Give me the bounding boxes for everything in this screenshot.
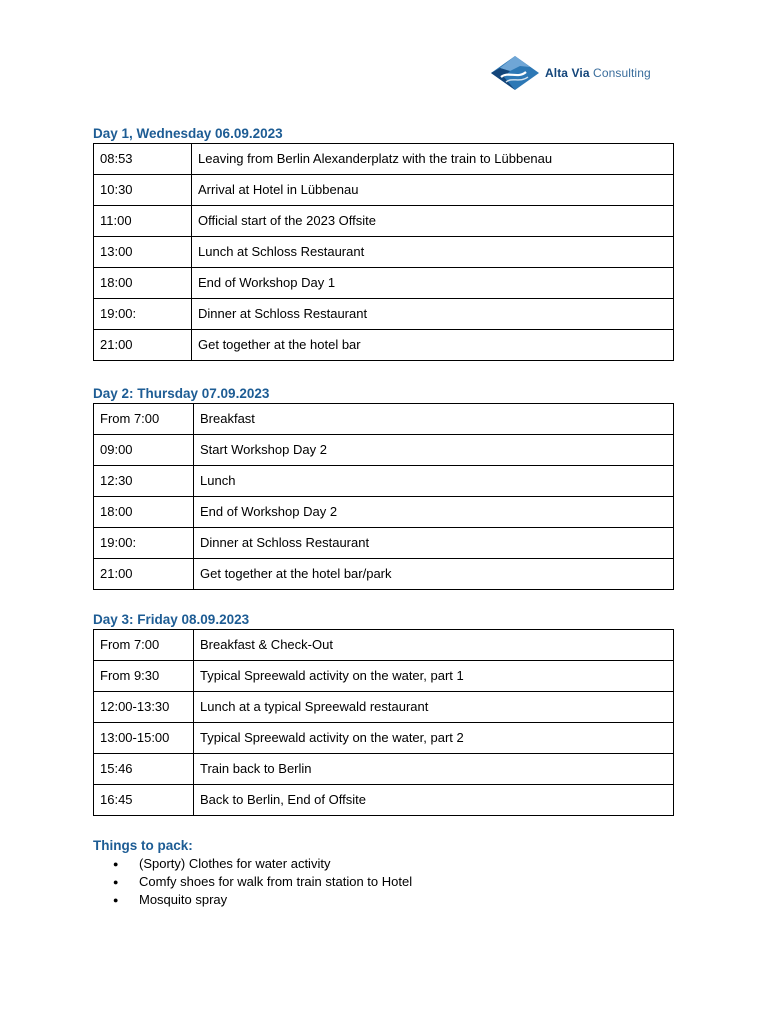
activity-cell: Leaving from Berlin Alexanderplatz with the train to Lübbenau	[192, 144, 674, 175]
packing-list	[93, 855, 593, 909]
day-2-section	[93, 385, 674, 590]
table-row	[94, 144, 674, 175]
time-cell: 13:00-15:00	[94, 723, 194, 754]
activity-cell: Dinner at Schloss Restaurant	[192, 299, 674, 330]
activity-cell: Arrival at Hotel in Lübbenau	[192, 175, 674, 206]
day-2-heading: Day 2: Thursday 07.09.2023	[93, 386, 270, 401]
day-3-section	[93, 611, 674, 816]
table-row	[94, 206, 674, 237]
time-cell: 18:00	[94, 268, 192, 299]
time-cell: 21:00	[94, 330, 192, 361]
table-row	[94, 661, 674, 692]
time-cell: From 7:00	[94, 630, 194, 661]
time-cell: 15:46	[94, 754, 194, 785]
activity-cell: End of Workshop Day 2	[194, 497, 674, 528]
activity-cell: End of Workshop Day 1	[192, 268, 674, 299]
activity-cell: Lunch at Schloss Restaurant	[192, 237, 674, 268]
company-name	[545, 66, 651, 80]
table-row	[94, 268, 674, 299]
time-cell: 09:00	[94, 435, 194, 466]
table-row	[94, 237, 674, 268]
day-3-schedule-table	[93, 629, 674, 816]
list-item	[93, 855, 593, 873]
table-row	[94, 785, 674, 816]
list-item	[93, 873, 593, 891]
time-cell: 18:00	[94, 497, 194, 528]
table-row	[94, 466, 674, 497]
table-row	[94, 330, 674, 361]
table-row	[94, 754, 674, 785]
brand-light: Consulting	[593, 66, 651, 80]
activity-cell: Train back to Berlin	[194, 754, 674, 785]
list-item-text: Mosquito spray	[139, 892, 228, 907]
mountain-river-diamond-icon	[490, 55, 540, 91]
day-1-heading: Day 1, Wednesday 06.09.2023	[93, 126, 283, 141]
time-cell: 21:00	[94, 559, 194, 590]
time-cell: From 7:00	[94, 404, 194, 435]
packing-list-title: Things to pack:	[93, 838, 193, 853]
time-cell: 19:00:	[94, 528, 194, 559]
table-row	[94, 630, 674, 661]
activity-cell: Breakfast	[194, 404, 674, 435]
activity-cell: Start Workshop Day 2	[194, 435, 674, 466]
packing-list-section	[93, 837, 593, 909]
activity-cell: Lunch	[194, 466, 674, 497]
activity-cell: Breakfast & Check-Out	[194, 630, 674, 661]
bullet-icon: ●	[113, 877, 119, 887]
day-1-section	[93, 125, 674, 361]
activity-cell: Get together at the hotel bar	[192, 330, 674, 361]
time-cell: 10:30	[94, 175, 192, 206]
table-row	[94, 559, 674, 590]
time-cell: 16:45	[94, 785, 194, 816]
activity-cell: Typical Spreewald activity on the water, part 1	[194, 661, 674, 692]
table-row	[94, 692, 674, 723]
activity-cell: Lunch at a typical Spreewald restaurant	[194, 692, 674, 723]
day-1-schedule-table	[93, 143, 674, 361]
company-logo	[490, 55, 651, 91]
time-cell: 08:53	[94, 144, 192, 175]
activity-cell: Official start of the 2023 Offsite	[192, 206, 674, 237]
time-cell: From 9:30	[94, 661, 194, 692]
table-row	[94, 528, 674, 559]
time-cell: 19:00:	[94, 299, 192, 330]
activity-cell: Dinner at Schloss Restaurant	[194, 528, 674, 559]
table-row	[94, 299, 674, 330]
bullet-icon: ●	[113, 859, 119, 869]
activity-cell: Get together at the hotel bar/park	[194, 559, 674, 590]
day-3-heading: Day 3: Friday 08.09.2023	[93, 612, 250, 627]
list-item	[93, 891, 593, 909]
list-item-text: Comfy shoes for walk from train station to Hotel	[139, 874, 413, 889]
activity-cell: Back to Berlin, End of Offsite	[194, 785, 674, 816]
day-2-schedule-table	[93, 403, 674, 590]
bullet-icon: ●	[113, 895, 119, 905]
table-row	[94, 723, 674, 754]
list-item-text: (Sporty) Clothes for water activity	[139, 856, 331, 871]
table-row	[94, 175, 674, 206]
table-row	[94, 404, 674, 435]
brand-bold: Alta Via	[545, 66, 590, 80]
time-cell: 12:30	[94, 466, 194, 497]
time-cell: 11:00	[94, 206, 192, 237]
table-row	[94, 497, 674, 528]
table-row	[94, 435, 674, 466]
time-cell: 12:00-13:30	[94, 692, 194, 723]
activity-cell: Typical Spreewald activity on the water, part 2	[194, 723, 674, 754]
time-cell: 13:00	[94, 237, 192, 268]
